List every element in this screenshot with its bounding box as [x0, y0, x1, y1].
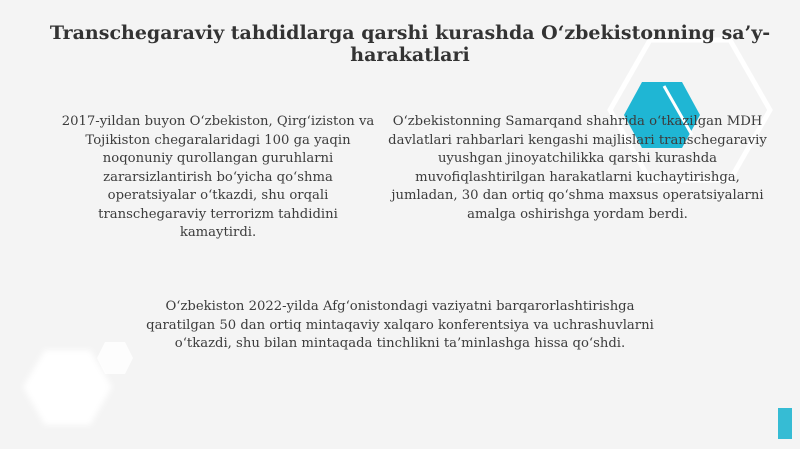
paragraph-bottom: O‘zbekiston 2022-yilda Afg‘onistondagi vaziyatni barqarorlashtirishga qaratilgan 50 dan ortiq mintaqaviy xalqaro konferentsiya va uchrashuvlarni o‘tkazdi, shu bilan mintaqada tinchlikni ta’minlashga hissa qo‘shdi. [146, 299, 654, 351]
paragraph-right: O‘zbekistonning Samarqand shahrida o‘tkazilgan MDH davlatlari rahbarlari kengashi majlislari transchegaraviy uyushgan jinoyatchilikka qarshi kurashda muvofiqlashtirilgan harakatlarni kuchaytirishga, jumladan, 30 dan ortiq qo‘shma maxsus operatsiyalarni amalga oshirishga yordam berdi. [388, 114, 767, 222]
slide-title: Transchegaraviy tahdidlarga qarshi kurashda O‘zbekistonning sa’y-harakatlari [49, 22, 771, 66]
paragraph-left: 2017-yildan buyon O‘zbekiston, Qirg‘iziston va Tojikiston chegaralaridagi 100 ga yaqin noqonuniy qurollangan guruhlarni zararsizlantirish bo‘yicha qo‘shma operatsiyalar o‘tkazdi, shu orqali transchegaraviy terrorizm tahdidini kamaytirdi. [61, 114, 375, 240]
hexagon-small-decoration [95, 340, 135, 376]
accent-bar [778, 408, 792, 439]
